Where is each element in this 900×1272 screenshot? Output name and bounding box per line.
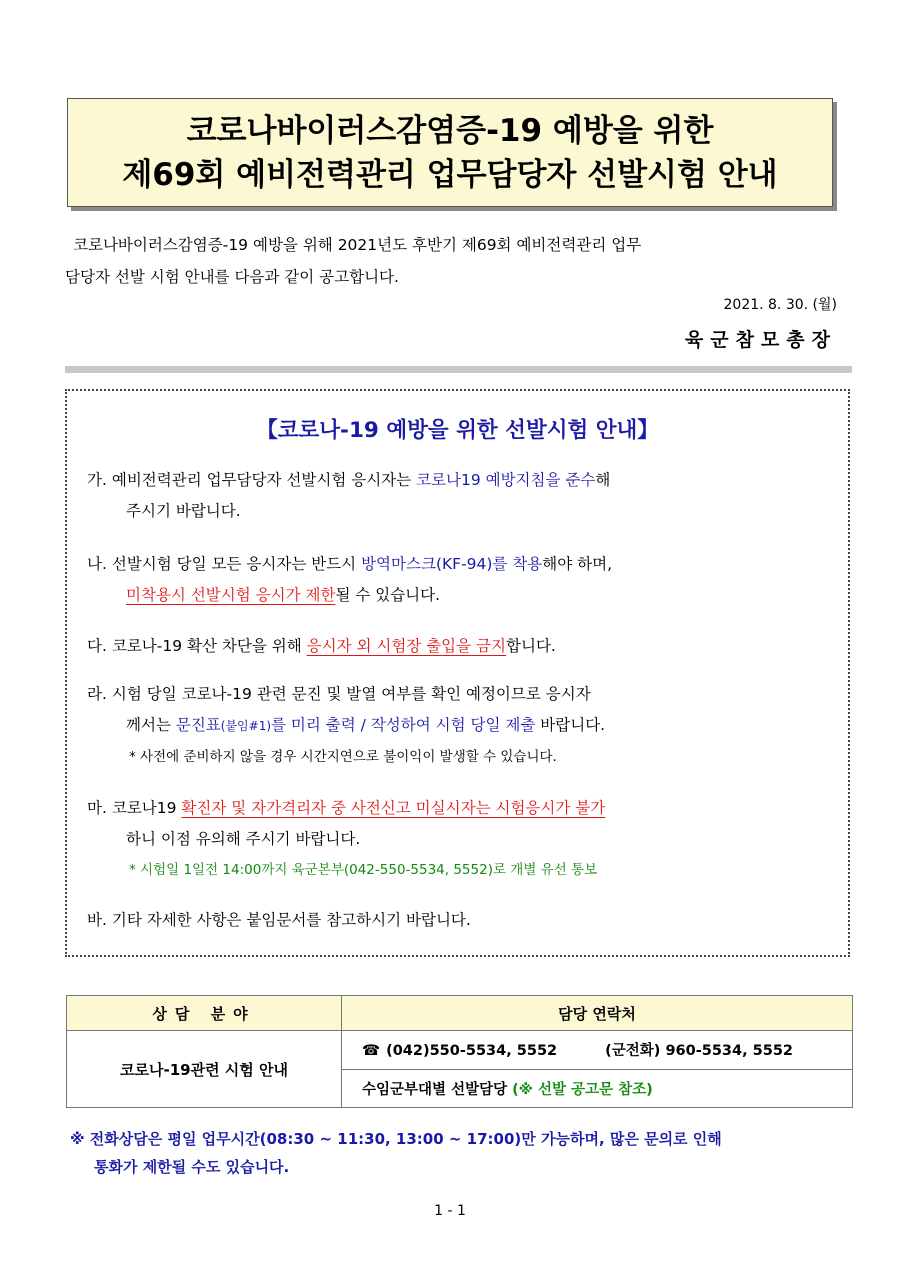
item-text: 코로나19 <box>111 799 182 817</box>
item-note: * 사전에 준비하지 않을 경우 시간지연으로 불이익이 발생할 수 있습니다. <box>129 749 557 765</box>
notice-item-na <box>87 549 837 611</box>
intro-line-2: 담당자 선발 시험 안내를 다음과 같이 공고합니다. <box>65 268 399 286</box>
item-continuation: 주시기 바랍니다. <box>126 502 241 520</box>
notice-item-ga <box>87 465 837 527</box>
item-warning: 미착용시 선발시험 응시가 제한 <box>126 586 336 604</box>
notice-item-ra <box>87 679 837 773</box>
item-marker: 다. <box>87 637 107 655</box>
item-warning: 응시자 외 시험장 출입을 금지 <box>306 637 506 655</box>
intro-paragraph <box>65 229 837 293</box>
military-phone: (군전화) 960-5534, 5552 <box>605 1043 794 1060</box>
unit-contact: 수임군부대별 선발담당 <box>362 1081 513 1098</box>
item-marker: 가. <box>87 471 107 489</box>
item-highlight <box>176 716 535 734</box>
item-highlight: 방역마스크(KF-94)를 착용 <box>361 555 543 573</box>
page-number: 1 - 1 <box>434 1203 466 1219</box>
item-text: 될 수 있습니다. <box>335 586 441 604</box>
notice-box <box>65 389 850 957</box>
item-continuation: 하니 이점 유의해 주시기 바랍니다. <box>126 830 361 848</box>
notice-heading: 【코로나-19 예방을 위한 선발시험 안내】 <box>256 418 659 443</box>
table-header-contact: 담당 연락처 <box>342 996 853 1031</box>
item-text: 합니다. <box>506 637 556 655</box>
notice-item-ma <box>87 793 837 886</box>
item-text: 해야 하며, <box>542 555 613 573</box>
notice-item-ba <box>87 905 837 936</box>
title-line-1: 코로나바이러스감염증-19 예방을 위한 <box>186 112 714 149</box>
announcement-date: 2021. 8. 30. (월) <box>723 297 837 313</box>
item-text: 시험 당일 코로나-19 관련 문진 및 발열 여부를 확인 예정이므로 응시자 <box>111 685 591 703</box>
item-warning: 확진자 및 자가격리자 중 사전신고 미실시자는 시험응시가 불가 <box>181 799 606 817</box>
footnote-line-2: 통화가 제한될 수도 있습니다. <box>94 1158 290 1176</box>
table-row-label: 코로나-19관련 시험 안내 <box>67 1031 342 1108</box>
title-box <box>67 98 833 207</box>
footnote-line-1: ※ 전화상담은 평일 업무시간(08:30 ~ 11:30, 13:00 ~ 17:00)만 가능하며, 많은 문의로 인해 <box>70 1130 722 1148</box>
unit-contact-cell <box>342 1069 853 1108</box>
submit-instruction: 를 미리 출력 / 작성하여 시험 당일 제출 <box>271 716 536 734</box>
phone-icon: ☎ <box>362 1043 381 1060</box>
item-marker: 라. <box>87 685 107 703</box>
item-text: 해 <box>595 471 611 489</box>
contact-table <box>66 995 853 1108</box>
phone-number: (042)550-5534, 5552 <box>386 1043 558 1060</box>
item-text: 예비전력관리 업무담당자 선발시험 응시자는 <box>111 471 417 489</box>
item-continuation <box>87 580 837 611</box>
item-marker: 나. <box>87 555 107 573</box>
item-text: 바랍니다. <box>535 716 606 734</box>
section-divider <box>65 366 852 373</box>
issuer: 육군참모총장 <box>684 329 837 351</box>
unit-contact-note: (※ 선발 공고문 참조) <box>512 1081 653 1098</box>
item-text: 기타 자세한 사항은 붙임문서를 참고하시기 바랍니다. <box>111 911 471 929</box>
item-note: * 시험일 1일전 14:00까지 육군본부(042-550-5534, 5552)로 개별 유선 통보 <box>129 862 598 878</box>
item-marker: 바. <box>87 911 107 929</box>
phone-hours-footnote <box>70 1125 722 1181</box>
title-line-2: 제69회 예비전력관리 업무담당자 선발시험 안내 <box>122 156 778 193</box>
notice-item-da <box>87 631 837 662</box>
item-text: 선발시험 당일 모든 응시자는 반드시 <box>111 555 362 573</box>
intro-line-1: 코로나바이러스감염증-19 예방을 위해 2021년도 후반기 제69회 예비전력관리 업무 <box>73 236 642 254</box>
phone-cell <box>342 1031 853 1070</box>
attachment-ref: (붙임#1) <box>220 719 272 733</box>
item-marker: 마. <box>87 799 107 817</box>
item-highlight: 코로나19 예방지침을 준수 <box>416 471 596 489</box>
questionnaire-label: 문진표 <box>175 716 221 734</box>
table-header-field: 상담 분야 <box>67 996 342 1031</box>
item-continuation <box>87 710 837 742</box>
item-text: 코로나-19 확산 차단을 위해 <box>111 637 307 655</box>
item-text: 께서는 <box>126 716 176 734</box>
